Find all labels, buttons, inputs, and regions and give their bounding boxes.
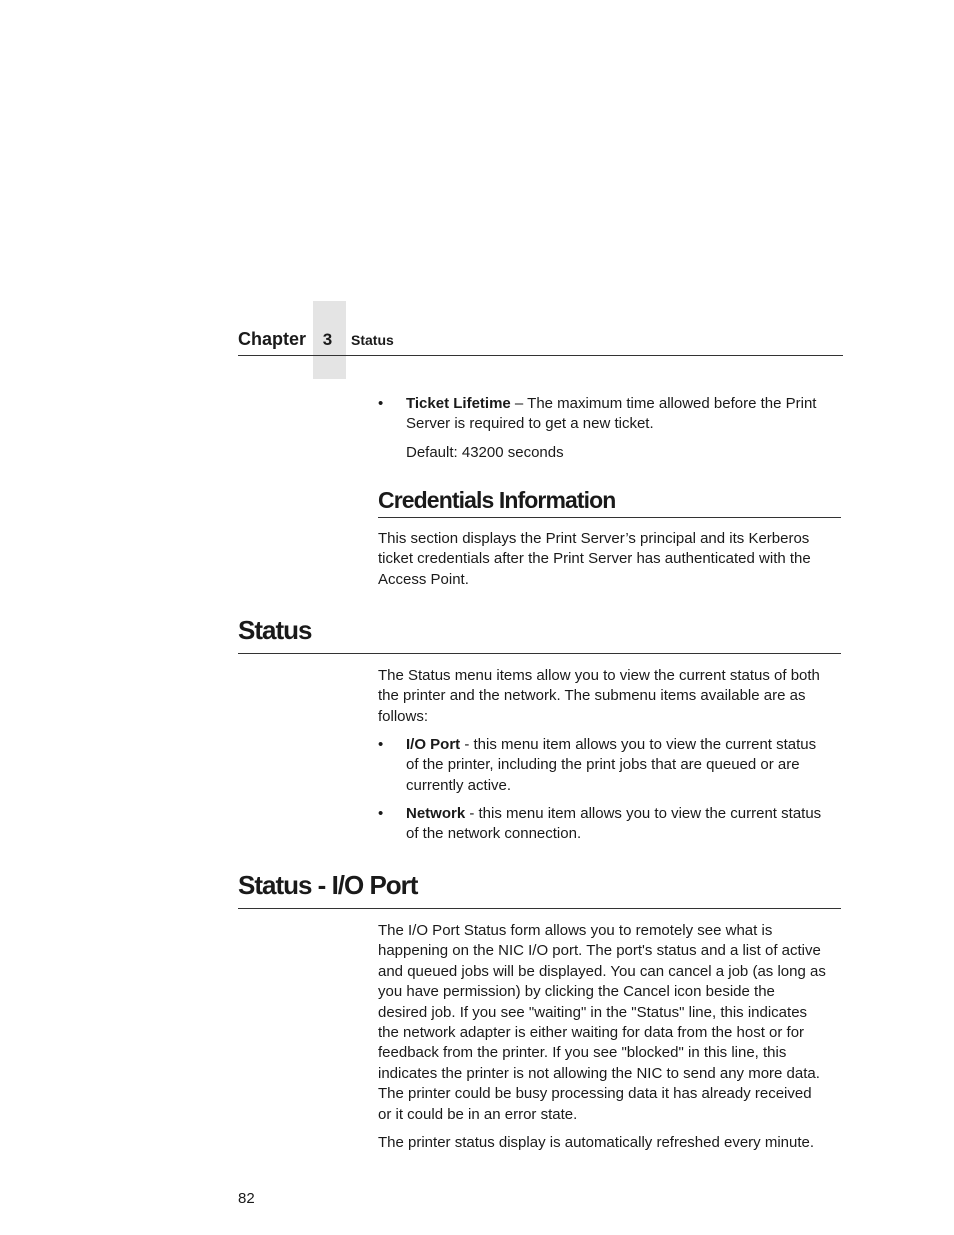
- bullet-icon: •: [378, 805, 384, 822]
- ticket-lifetime-term: Ticket Lifetime: [406, 395, 511, 412]
- io-port-para-line: you have permission) by clicking the Cancel icon beside the: [378, 983, 775, 1001]
- io-port-para-line: and queued jobs will be displayed. You can cancel a job (as long as: [378, 962, 826, 980]
- io-port-line: of the printer, including the print jobs that are queued or are: [406, 756, 800, 774]
- ticket-lifetime-default: Default: 43200 seconds: [406, 443, 564, 461]
- io-port-item: [406, 735, 846, 796]
- network-line: of the network connection.: [406, 825, 582, 843]
- chapter-title: Status: [351, 332, 394, 348]
- io-port-line: currently active.: [406, 776, 512, 794]
- io-port-paragraph: [378, 921, 848, 1153]
- credentials-rule: [378, 517, 841, 518]
- status-heading: Status: [238, 615, 312, 645]
- io-port-para-line: or it could be in an error state.: [378, 1105, 578, 1123]
- credentials-line: This section displays the Print Server’s principal and its Kerberos: [378, 530, 810, 547]
- ticket-lifetime-line2: Server is required to get a new ticket.: [406, 415, 654, 433]
- io-port-rule: [238, 908, 841, 909]
- credentials-paragraph: [378, 529, 848, 590]
- bullet-icon: •: [378, 395, 384, 412]
- io-port-term: I/O Port: [406, 736, 461, 753]
- io-port-refresh-note: The printer status display is automatically refreshed every minute.: [378, 1134, 815, 1152]
- status-intro: [378, 666, 848, 727]
- status-rule: [238, 653, 841, 654]
- io-port-para-line: desired job. If you see "waiting" in the "Status" line, this indicates: [378, 1003, 808, 1021]
- status-intro-line: follows:: [378, 707, 429, 725]
- io-port-para-line: indicates the printer is not allowing the NIC to send any more data.: [378, 1064, 820, 1082]
- credentials-line: ticket credentials after the Print Server has authenticated with the: [378, 550, 811, 568]
- chapter-number: 3: [322, 330, 333, 349]
- io-port-para-line: The I/O Port Status form allows you to remotely see what is: [378, 922, 773, 939]
- network-item: [406, 804, 846, 845]
- io-port-line1: I/O Port - this menu item allows you to view the current status: [406, 736, 817, 753]
- io-port-heading: Status - I/O Port: [238, 870, 418, 900]
- io-port-para-line: happening on the NIC I/O port. The port's status and a list of active: [378, 942, 821, 960]
- io-port-para-line: The printer could be busy processing data it has already received: [378, 1085, 812, 1103]
- page-number: 82: [238, 1190, 255, 1207]
- status-intro-line: the printer and the network. The submenu items available are as: [378, 687, 806, 705]
- chapter-label: Chapter: [238, 329, 307, 349]
- header-rule: [238, 355, 843, 356]
- io-port-para-line: feedback from the printer. If you see "blocked" in this line, this: [378, 1044, 787, 1062]
- network-term: Network: [406, 805, 466, 822]
- network-line1: Network - this menu item allows you to view the current status: [406, 805, 822, 822]
- bullet-icon: •: [378, 736, 384, 753]
- status-intro-line: The Status menu items allow you to view the current status of both: [378, 667, 820, 684]
- ticket-lifetime-item: [406, 394, 846, 463]
- ticket-lifetime-line1: Ticket Lifetime – The maximum time allowed before the Print: [406, 395, 817, 412]
- credentials-line: Access Point.: [378, 570, 469, 588]
- credentials-heading: Credentials Information: [378, 487, 616, 513]
- io-port-para-line: the network adapter is either waiting for data from the host or for: [378, 1024, 805, 1042]
